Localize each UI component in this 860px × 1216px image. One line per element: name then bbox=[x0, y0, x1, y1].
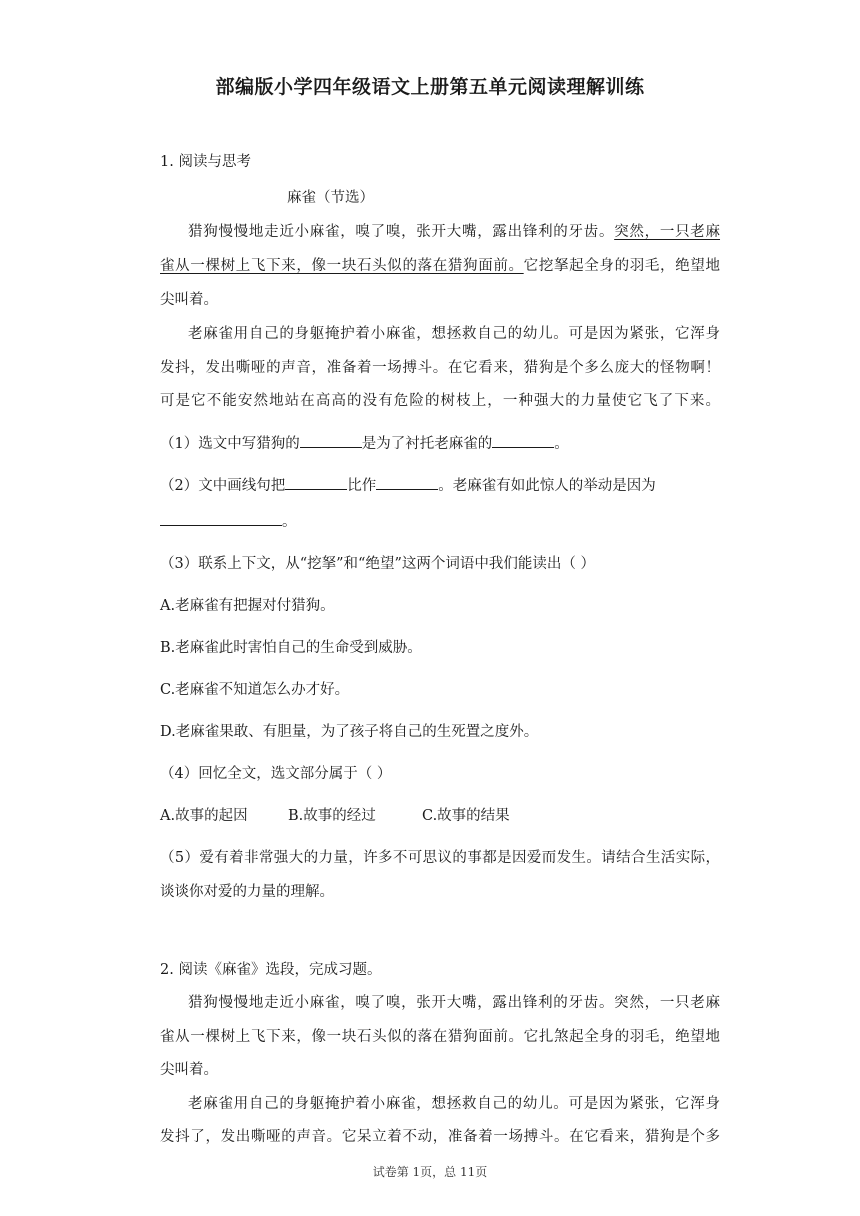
option-c[interactable]: C.老麻雀不知道怎么办才好。 bbox=[160, 682, 350, 698]
option-b[interactable]: B.老麻雀此时害怕自己的生命受到威胁。 bbox=[160, 640, 422, 656]
sub-question-1 bbox=[160, 432, 569, 453]
passage-2-line: 雀从一棵树上飞下来，像一块石头似的落在猎狗面前。它扎煞起全身的羽毛，绝望地 bbox=[160, 1029, 720, 1045]
underlined-sentence: 突然，一只老麻 bbox=[614, 224, 721, 240]
text-segment: 它挖拏起全身的羽毛，绝望地 bbox=[523, 258, 721, 274]
passage-1-line bbox=[188, 220, 720, 241]
text-segment: 。 bbox=[554, 436, 569, 452]
passage-2-line: 猎狗慢慢地走近小麻雀，嗅了嗅，张开大嘴，露出锋利的牙齿。突然，一只老麻 bbox=[188, 995, 720, 1011]
answer-blank[interactable] bbox=[492, 433, 554, 448]
passage-title: 麻雀（节选） bbox=[287, 190, 374, 206]
passage-2-line: 尖叫着。 bbox=[160, 1062, 218, 1078]
passage-2-line: 老麻雀用自己的身躯掩护着小麻雀，想拯救自己的幼儿。可是因为紧张，它浑身 bbox=[188, 1096, 720, 1112]
sub-question-5-cont: 谈谈你对爱的力量的理解。 bbox=[160, 884, 334, 900]
passage-1-line bbox=[160, 254, 720, 275]
question-1-heading: 1. 阅读与思考 bbox=[160, 154, 251, 170]
answer-blank[interactable] bbox=[376, 475, 438, 490]
passage-1-line: 老麻雀用自己的身躯掩护着小麻雀，想拯救自己的幼儿。可是因为紧张，它浑身 bbox=[188, 326, 720, 342]
text-segment: 猎狗慢慢地走近小麻雀，嗅了嗅，张开大嘴，露出锋利的牙齿。 bbox=[188, 224, 615, 240]
option-a[interactable]: A.老麻雀有把握对付猎狗。 bbox=[160, 598, 335, 614]
answer-blank[interactable] bbox=[300, 433, 362, 448]
text-segment: 。 bbox=[282, 514, 297, 530]
text-segment: （2）文中画线句把 bbox=[160, 478, 286, 494]
passage-2-line: 发抖了，发出嘶哑的声音。它呆立着不动，准备着一场搏斗。在它看来，猎狗是个多 bbox=[160, 1129, 720, 1145]
sub-question-4-options bbox=[160, 804, 510, 825]
sub-question-5: （5）爱有着非常强大的力量，许多不可思议的事都是因爱而发生。请结合生活实际， bbox=[160, 850, 720, 866]
option-d[interactable]: D.老麻雀果敢、有胆量，为了孩子将自己的生死置之度外。 bbox=[160, 724, 539, 740]
option-c[interactable]: C.故事的结果 bbox=[422, 808, 510, 824]
page-title: 部编版小学四年级语文上册第五单元阅读理解训练 bbox=[215, 76, 645, 98]
passage-1-line: 尖叫着。 bbox=[160, 292, 218, 308]
text-segment: 比作 bbox=[347, 478, 377, 494]
underlined-sentence: 雀从一棵树上飞下来，像一块石头似的落在猎狗面前。 bbox=[160, 258, 524, 274]
page-footer: 试卷第 1页，总 11页 bbox=[372, 1165, 488, 1179]
option-a[interactable]: A.故事的起因 bbox=[160, 808, 248, 824]
option-b[interactable]: B.故事的经过 bbox=[288, 808, 376, 824]
sub-question-3: （3）联系上下文，从“挖拏”和“绝望”这两个词语中我们能读出（ ） bbox=[160, 556, 595, 572]
text-segment: 是为了衬托老麻雀的 bbox=[361, 436, 493, 452]
sub-question-4: （4）回忆全文，选文部分属于（ ） bbox=[160, 766, 392, 782]
passage-1-line: 发抖，发出嘶哑的声音，准备着一场搏斗。在它看来，猎狗是个多么庞大的怪物啊！ bbox=[160, 360, 720, 376]
question-2-heading: 2. 阅读《麻雀》选段，完成习题。 bbox=[160, 962, 382, 978]
sub-question-2 bbox=[160, 474, 656, 495]
text-segment: （1）选文中写猎狗的 bbox=[160, 436, 300, 452]
answer-blank[interactable] bbox=[285, 475, 347, 490]
sub-question-2-cont bbox=[160, 510, 297, 531]
answer-blank[interactable] bbox=[160, 511, 282, 526]
passage-1-line: 可是它不能安然地站在高高的没有危险的树枝上，一种强大的力量使它飞了下来。 bbox=[160, 393, 720, 409]
text-segment: 。老麻雀有如此惊人的举动是因为 bbox=[438, 478, 656, 494]
